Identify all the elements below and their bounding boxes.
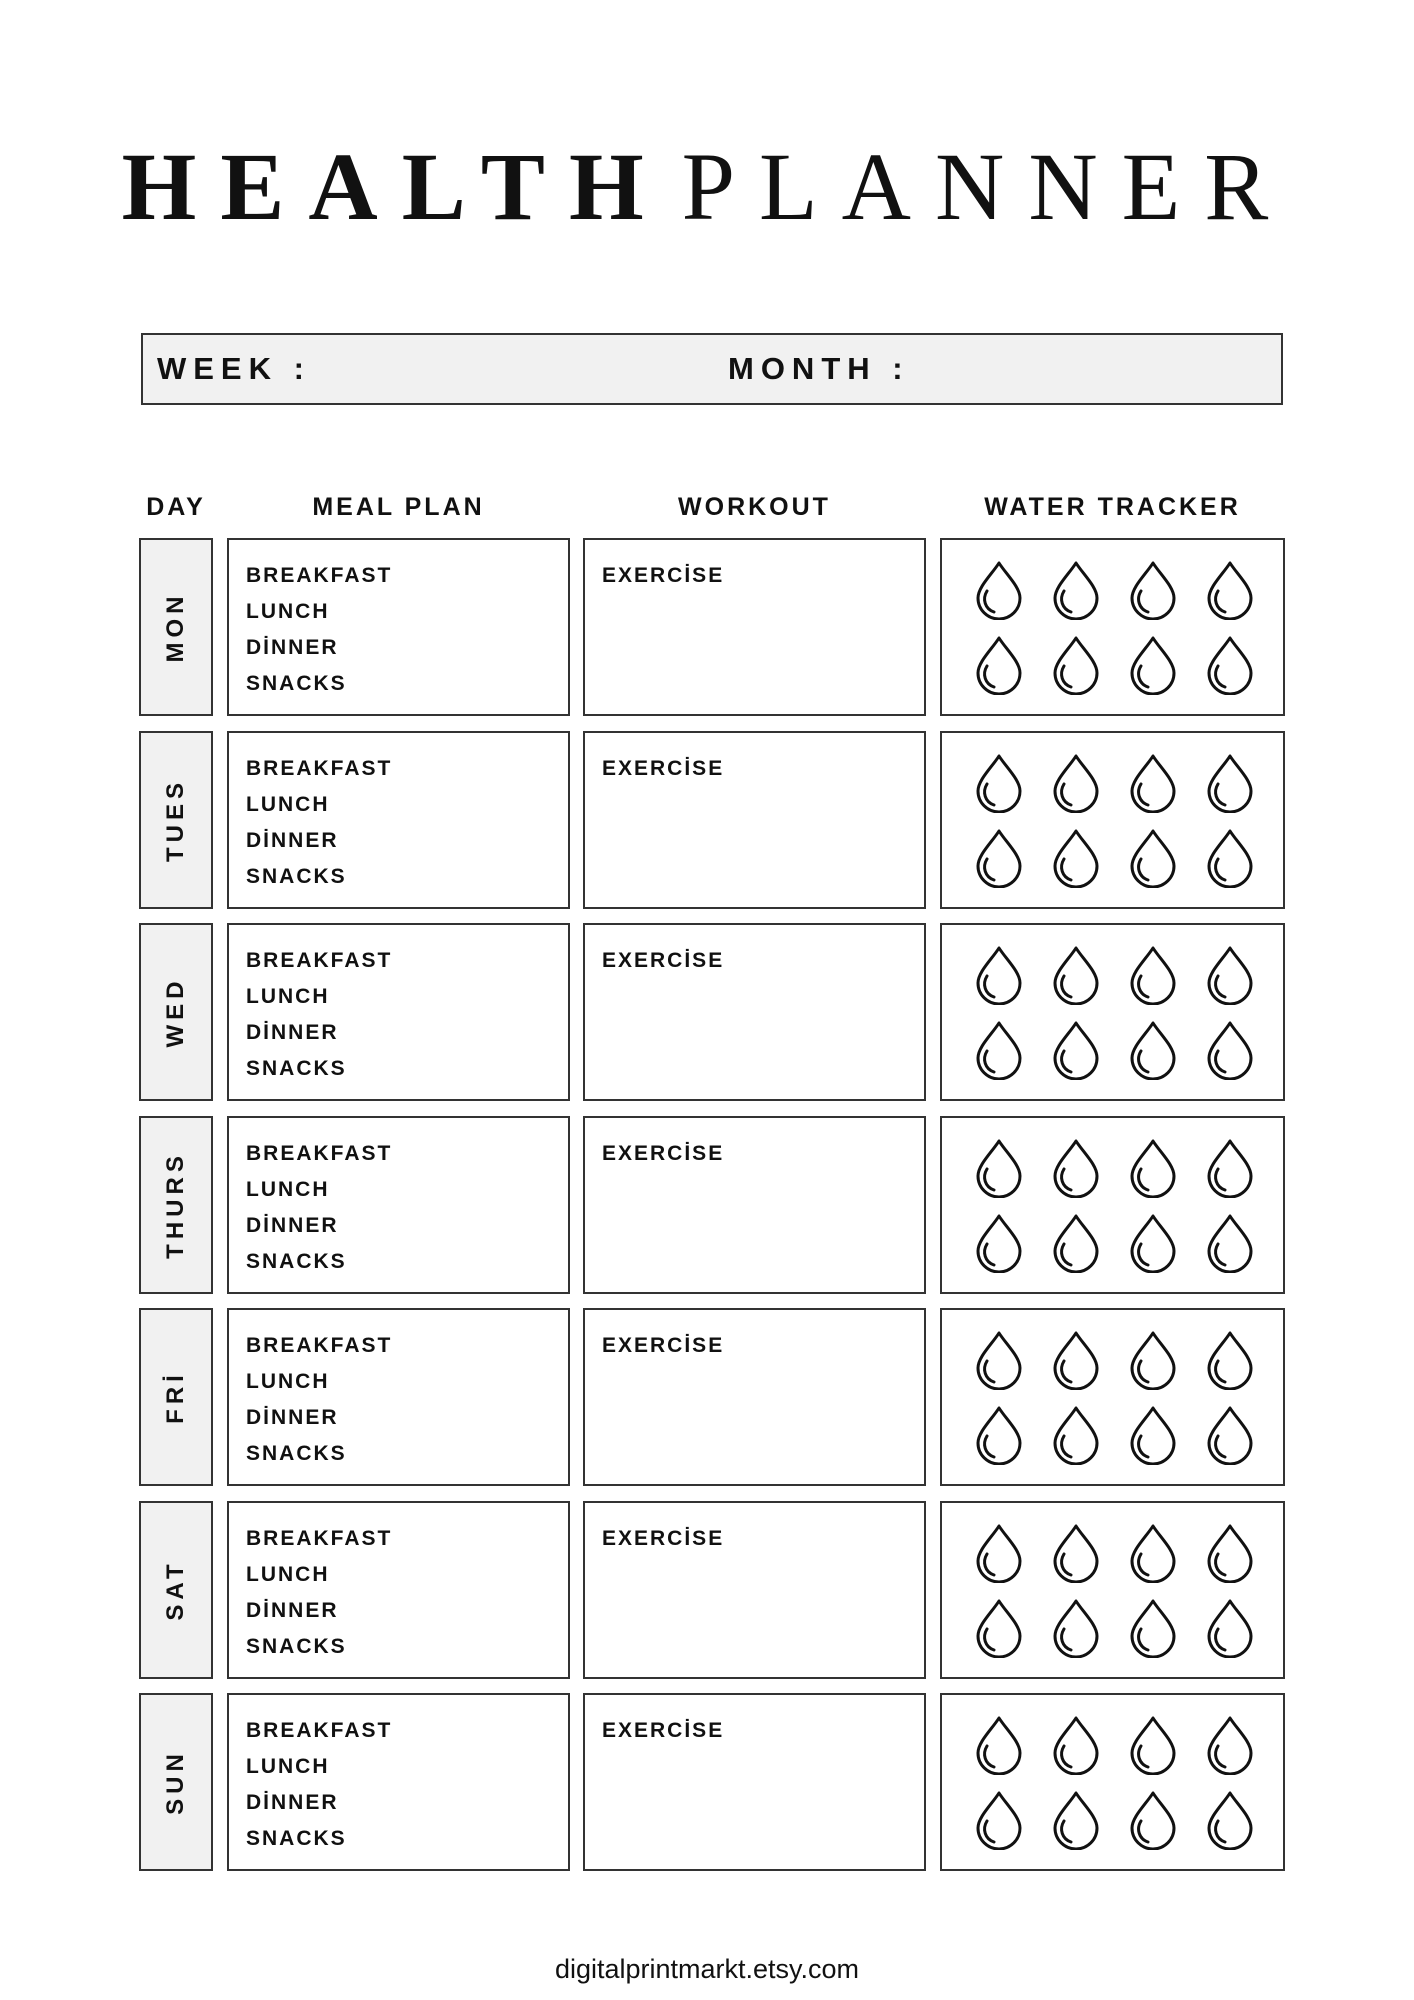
water-drop-icon[interactable] — [1049, 1330, 1103, 1390]
water-drop-icon[interactable] — [972, 828, 1026, 888]
water-drop-icon[interactable] — [1203, 1523, 1257, 1583]
water-drop-icon[interactable] — [972, 1020, 1026, 1080]
water-tracker-cell — [940, 923, 1285, 1101]
water-drop-grid — [972, 1138, 1262, 1273]
water-drop-icon[interactable] — [1049, 1020, 1103, 1080]
water-drop-icon[interactable] — [1126, 945, 1180, 1005]
meal-label: LUNCH — [246, 793, 330, 816]
meal-list — [246, 1713, 392, 1857]
water-drop-icon[interactable] — [1049, 1138, 1103, 1198]
water-drop-icon[interactable] — [972, 635, 1026, 695]
water-drop-grid — [972, 1715, 1262, 1850]
water-drop-icon[interactable] — [972, 753, 1026, 813]
exercise-label: EXERCİSE — [602, 1527, 725, 1550]
workout-cell[interactable] — [583, 1308, 926, 1486]
day-label: MON — [162, 591, 189, 663]
water-drop-icon[interactable] — [972, 1715, 1026, 1775]
day-row — [0, 1501, 1414, 1679]
meal-plan-cell[interactable] — [227, 923, 570, 1101]
meal-label: BREAKFAST — [246, 949, 393, 972]
day-cell — [139, 1116, 213, 1294]
day-row — [0, 923, 1414, 1101]
water-drop-icon[interactable] — [1126, 1598, 1180, 1658]
meal-label: LUNCH — [246, 1370, 330, 1393]
meal-label: BREAKFAST — [246, 1527, 393, 1550]
day-label: SAT — [162, 1559, 189, 1621]
water-drop-icon[interactable] — [972, 1330, 1026, 1390]
month-label: MONTH : — [728, 351, 910, 386]
water-drop-icon[interactable] — [1049, 828, 1103, 888]
meal-list — [246, 1521, 392, 1665]
meal-label: BREAKFAST — [246, 757, 393, 780]
water-drop-icon[interactable] — [1203, 1020, 1257, 1080]
water-drop-icon[interactable] — [972, 1790, 1026, 1850]
water-drop-icon[interactable] — [1203, 1598, 1257, 1658]
week-label: WEEK : — [157, 351, 311, 386]
meal-label: DİNNER — [246, 1599, 339, 1622]
workout-cell[interactable] — [583, 1501, 926, 1679]
water-drop-icon[interactable] — [1049, 1213, 1103, 1273]
meal-label: BREAKFAST — [246, 1142, 393, 1165]
water-drop-grid — [972, 560, 1262, 695]
exercise-label: EXERCİSE — [602, 1334, 725, 1357]
water-drop-icon[interactable] — [972, 945, 1026, 1005]
meal-list — [246, 558, 392, 702]
meal-label: DİNNER — [246, 829, 339, 852]
title-bold-word: HEALTH — [121, 133, 668, 240]
water-drop-icon[interactable] — [1203, 560, 1257, 620]
column-header-workout: WORKOUT — [678, 493, 831, 521]
meal-label: LUNCH — [246, 600, 330, 623]
meal-label: SNACKS — [246, 865, 347, 888]
water-drop-icon[interactable] — [1126, 1330, 1180, 1390]
column-header-day: DAY — [146, 493, 206, 521]
meal-label: SNACKS — [246, 1250, 347, 1273]
water-drop-icon[interactable] — [1126, 1213, 1180, 1273]
meal-label: LUNCH — [246, 1563, 330, 1586]
day-cell — [139, 1501, 213, 1679]
water-drop-grid — [972, 1330, 1262, 1465]
water-drop-icon[interactable] — [1203, 1715, 1257, 1775]
meal-label: LUNCH — [246, 1755, 330, 1778]
exercise-label: EXERCİSE — [602, 1719, 725, 1742]
water-drop-icon[interactable] — [1126, 1790, 1180, 1850]
meal-label: LUNCH — [246, 985, 330, 1008]
water-drop-grid — [972, 945, 1262, 1080]
workout-cell[interactable] — [583, 538, 926, 716]
meal-label: SNACKS — [246, 1442, 347, 1465]
water-drop-icon[interactable] — [1126, 1138, 1180, 1198]
title-light-word: PLANNER — [681, 133, 1293, 240]
meal-label: DİNNER — [246, 1791, 339, 1814]
water-drop-icon[interactable] — [1126, 635, 1180, 695]
water-drop-icon[interactable] — [1049, 1598, 1103, 1658]
page-title — [0, 132, 1414, 242]
water-drop-icon[interactable] — [972, 1523, 1026, 1583]
water-drop-icon[interactable] — [1126, 1715, 1180, 1775]
day-row — [0, 1693, 1414, 1871]
meal-list — [246, 1328, 392, 1472]
water-tracker-cell — [940, 1308, 1285, 1486]
water-drop-icon[interactable] — [1203, 753, 1257, 813]
meal-plan-cell[interactable] — [227, 1308, 570, 1486]
meal-label: SNACKS — [246, 1827, 347, 1850]
meal-label: DİNNER — [246, 1406, 339, 1429]
footer-url: digitalprintmarkt.etsy.com — [554, 1954, 860, 1984]
meal-plan-cell[interactable] — [227, 1116, 570, 1294]
water-drop-icon[interactable] — [1126, 1523, 1180, 1583]
meal-label: BREAKFAST — [246, 564, 393, 587]
water-drop-icon[interactable] — [972, 1213, 1026, 1273]
day-cell — [139, 731, 213, 909]
water-drop-icon[interactable] — [1049, 1523, 1103, 1583]
meal-plan-cell[interactable] — [227, 731, 570, 909]
water-drop-icon[interactable] — [1049, 1715, 1103, 1775]
water-drop-grid — [972, 1523, 1262, 1658]
exercise-label: EXERCİSE — [602, 1142, 725, 1165]
exercise-label: EXERCİSE — [602, 757, 725, 780]
meal-label: SNACKS — [246, 1635, 347, 1658]
day-row — [0, 1308, 1414, 1486]
water-drop-icon[interactable] — [1203, 1138, 1257, 1198]
exercise-label: EXERCİSE — [602, 564, 725, 587]
meal-label: BREAKFAST — [246, 1334, 393, 1357]
day-row — [0, 1116, 1414, 1294]
water-drop-icon[interactable] — [1049, 635, 1103, 695]
water-drop-icon[interactable] — [1203, 945, 1257, 1005]
water-drop-icon[interactable] — [1049, 1790, 1103, 1850]
water-drop-icon[interactable] — [1203, 635, 1257, 695]
meal-plan-cell[interactable] — [227, 1693, 570, 1871]
meal-label: SNACKS — [246, 672, 347, 695]
water-tracker-cell — [940, 1693, 1285, 1871]
meal-plan-cell[interactable] — [227, 1501, 570, 1679]
day-row — [0, 538, 1414, 716]
meal-label: SNACKS — [246, 1057, 347, 1080]
water-drop-icon[interactable] — [1126, 828, 1180, 888]
day-label: FRİ — [162, 1370, 189, 1424]
day-label: THURS — [162, 1151, 189, 1259]
water-drop-icon[interactable] — [1049, 1405, 1103, 1465]
water-drop-icon[interactable] — [1049, 560, 1103, 620]
water-drop-icon[interactable] — [1049, 945, 1103, 1005]
meal-plan-cell[interactable] — [227, 538, 570, 716]
exercise-label: EXERCİSE — [602, 949, 725, 972]
water-tracker-cell — [940, 731, 1285, 909]
meal-list — [246, 1136, 392, 1280]
workout-cell[interactable] — [583, 923, 926, 1101]
meal-list — [246, 943, 392, 1087]
water-drop-icon[interactable] — [1203, 828, 1257, 888]
day-row — [0, 731, 1414, 909]
day-cell — [139, 538, 213, 716]
water-tracker-cell — [940, 1116, 1285, 1294]
column-header-meal-plan: MEAL PLAN — [312, 493, 485, 521]
water-drop-icon[interactable] — [972, 560, 1026, 620]
water-drop-icon[interactable] — [1203, 1405, 1257, 1465]
week-month-bar — [141, 333, 1283, 405]
day-label: TUES — [162, 777, 189, 863]
workout-cell[interactable] — [583, 731, 926, 909]
column-header-water-tracker: WATER TRACKER — [984, 493, 1241, 521]
meal-label: DİNNER — [246, 1021, 339, 1044]
day-cell — [139, 923, 213, 1101]
day-cell — [139, 1693, 213, 1871]
water-drop-icon[interactable] — [1203, 1330, 1257, 1390]
day-label: WED — [162, 976, 189, 1048]
workout-cell[interactable] — [583, 1693, 926, 1871]
water-drop-icon[interactable] — [972, 1405, 1026, 1465]
meal-label: BREAKFAST — [246, 1719, 393, 1742]
meal-list — [246, 751, 392, 895]
water-drop-icon[interactable] — [1126, 753, 1180, 813]
water-drop-icon[interactable] — [1126, 560, 1180, 620]
meal-label: LUNCH — [246, 1178, 330, 1201]
water-drop-icon[interactable] — [972, 1138, 1026, 1198]
day-cell — [139, 1308, 213, 1486]
water-drop-icon[interactable] — [1203, 1213, 1257, 1273]
water-tracker-cell — [940, 1501, 1285, 1679]
water-drop-icon[interactable] — [1203, 1790, 1257, 1850]
water-drop-grid — [972, 753, 1262, 888]
day-label: SUN — [162, 1749, 189, 1815]
water-tracker-cell — [940, 538, 1285, 716]
water-drop-icon[interactable] — [1049, 753, 1103, 813]
water-drop-icon[interactable] — [1126, 1405, 1180, 1465]
water-drop-icon[interactable] — [972, 1598, 1026, 1658]
meal-label: DİNNER — [246, 1214, 339, 1237]
water-drop-icon[interactable] — [1126, 1020, 1180, 1080]
workout-cell[interactable] — [583, 1116, 926, 1294]
meal-label: DİNNER — [246, 636, 339, 659]
